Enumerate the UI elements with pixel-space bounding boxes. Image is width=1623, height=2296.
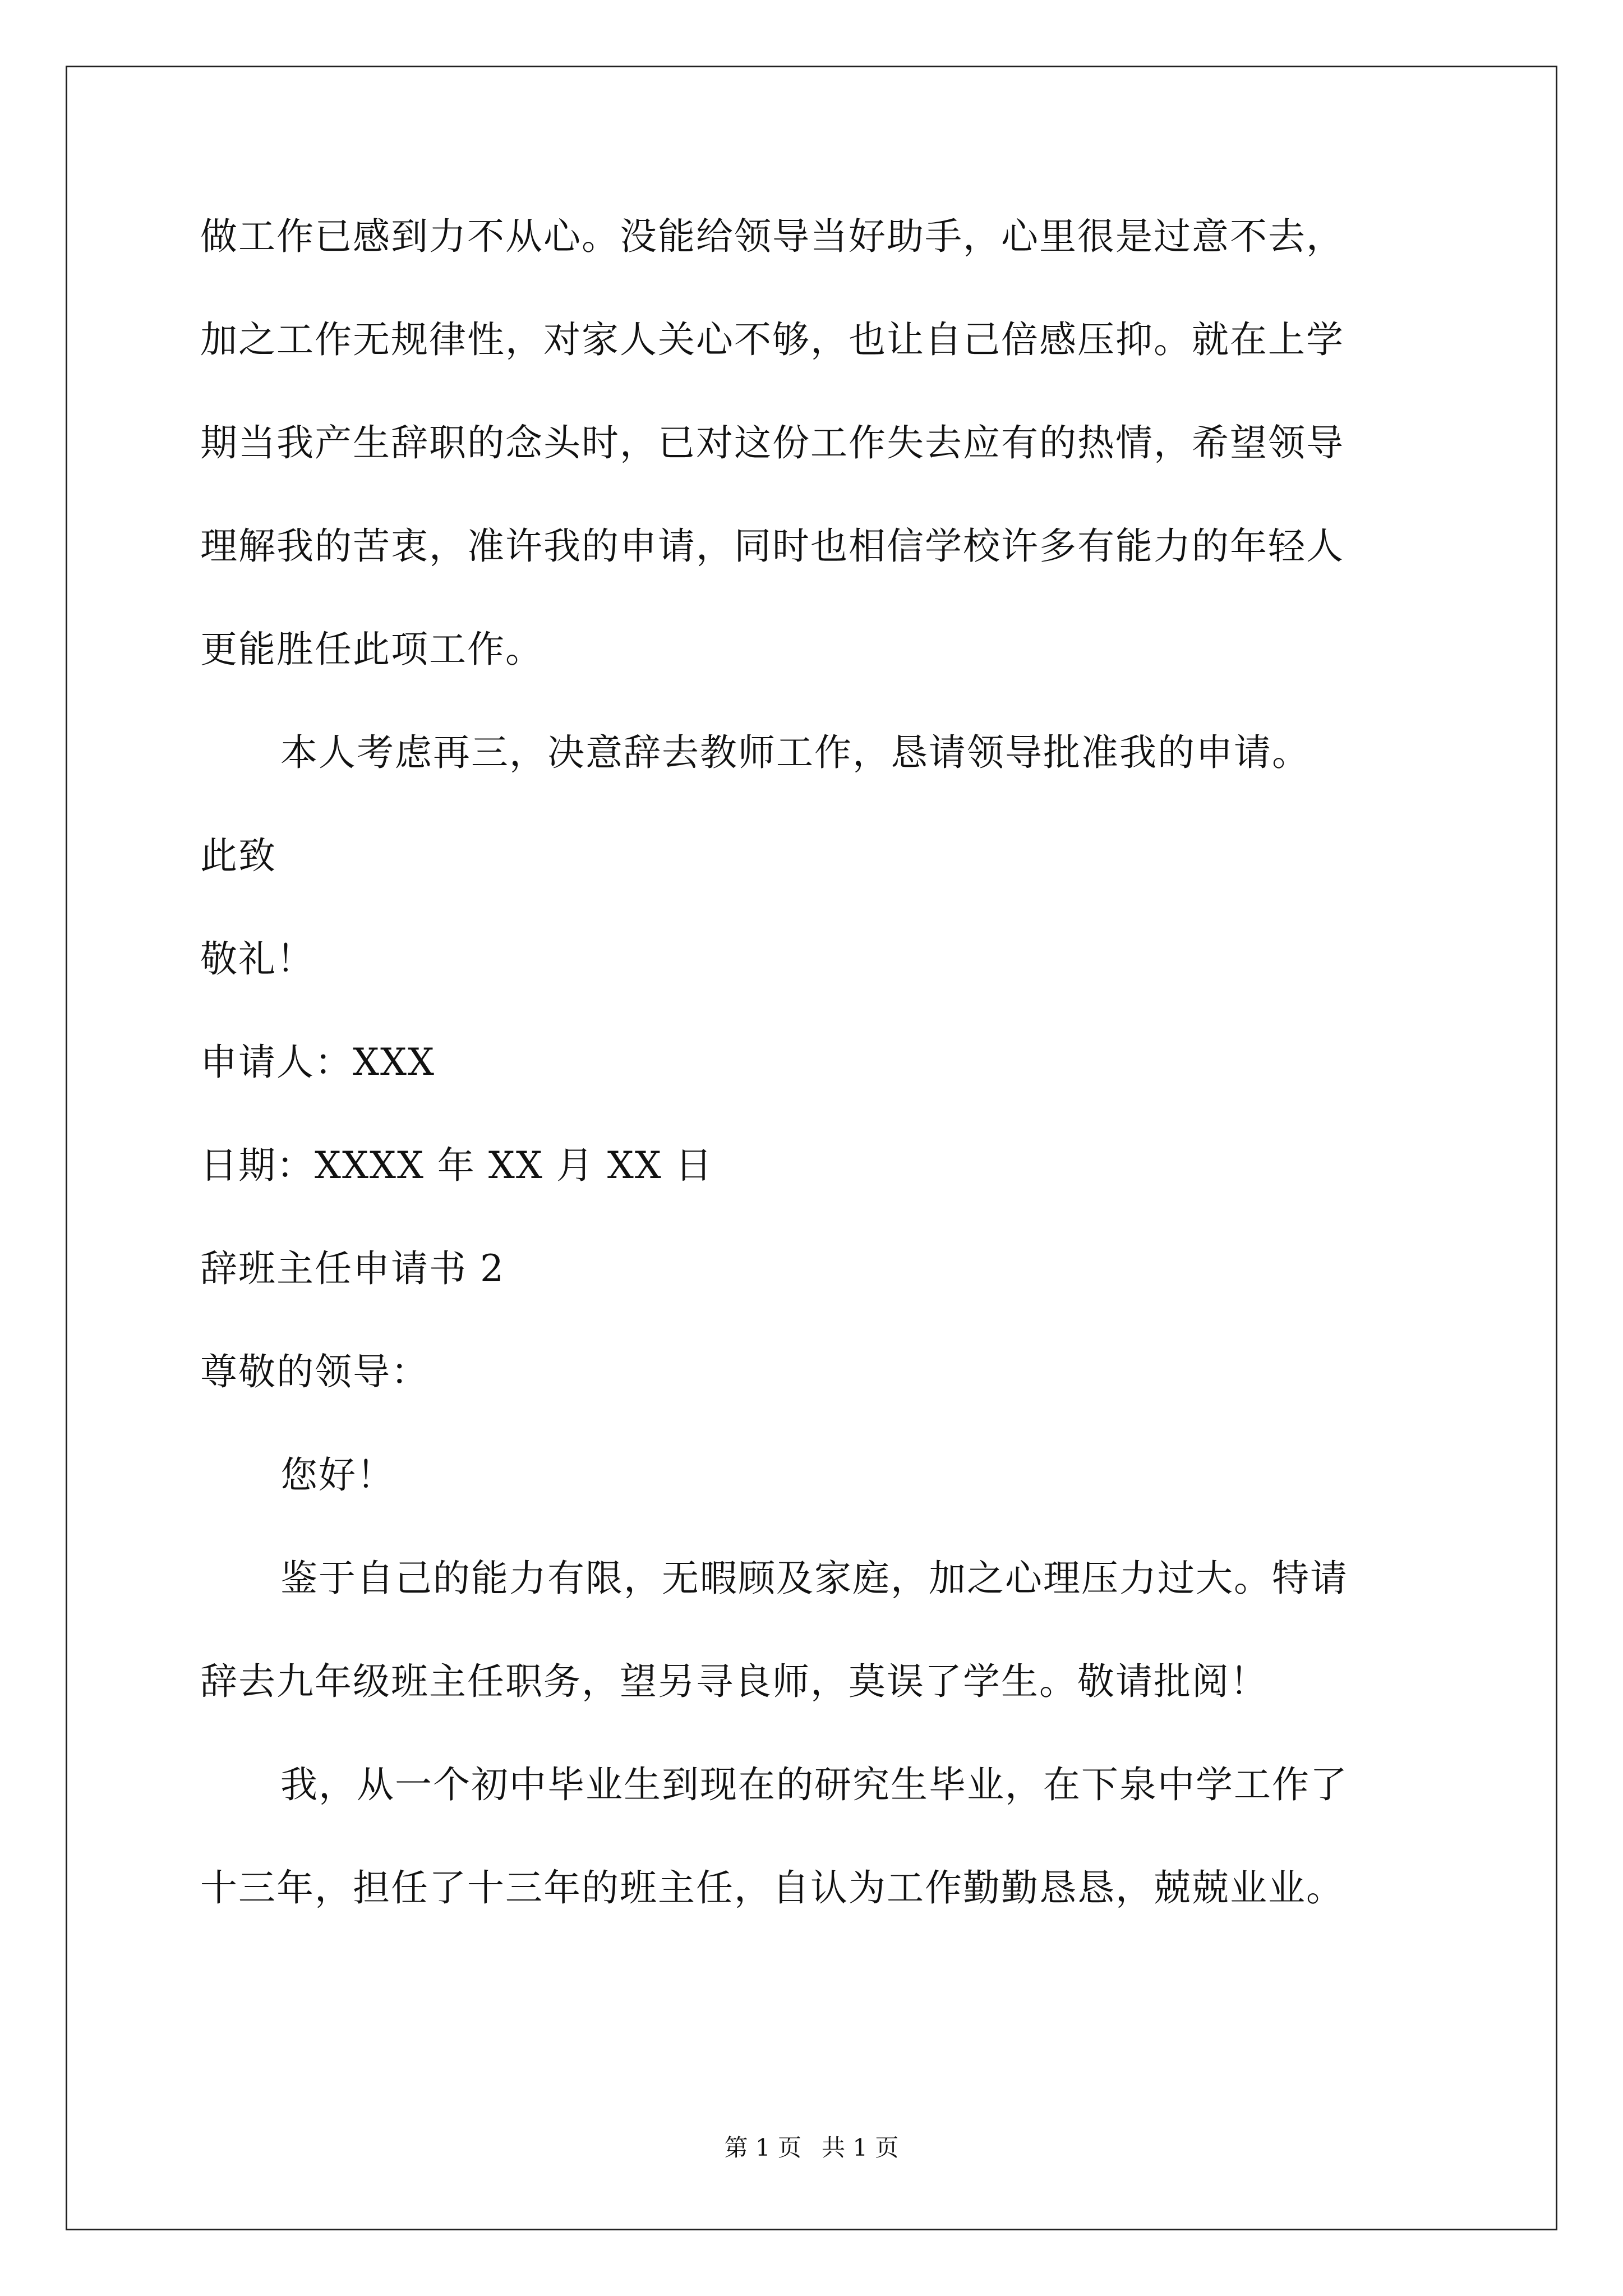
page-total: 共 1 页 bbox=[822, 2134, 899, 2161]
text-line: 加之工作无规律性，对家人关心不够，也让自己倍感压抑。就在上学 bbox=[200, 318, 1344, 361]
text-line: 更能胜任此项工作。 bbox=[200, 628, 543, 671]
text-line: 鉴于自己的能力有限，无暇顾及家庭，加之心理压力过大。特请 bbox=[280, 1557, 1348, 1600]
text-line: 十三年，担任了十三年的班主任，自认为工作勤勤恳恳，兢兢业业。 bbox=[200, 1866, 1344, 1910]
salutation-line: 敬礼！ bbox=[200, 937, 315, 981]
text-line: 做工作已感到力不从心。没能给领导当好助手，心里很是过意不去， bbox=[200, 215, 1344, 258]
page-footer bbox=[0, 2131, 1623, 2165]
text-line: 辞去九年级班主任职务，望另寻良师，莫误了学生。敬请批阅！ bbox=[200, 1660, 1268, 1703]
greeting-line: 尊敬的领导： bbox=[200, 1350, 429, 1393]
page-number: 第 1 页 bbox=[724, 2134, 801, 2161]
text-line: 期当我产生辞职的念头时，已对这份工作失去应有的热情，希望领导 bbox=[200, 421, 1344, 464]
date-line: 日期：XXXX 年 XX 月 XX 日 bbox=[200, 1144, 713, 1187]
document-body bbox=[200, 203, 1434, 1958]
greeting-line: 您好！ bbox=[280, 1453, 395, 1497]
text-line: 我，从一个初中毕业生到现在的研究生毕业，在下泉中学工作了 bbox=[280, 1763, 1348, 1806]
salutation-line: 此致 bbox=[200, 834, 276, 877]
text-line: 本人考虑再三，决意辞去教师工作，恳请领导批准我的申请。 bbox=[280, 731, 1310, 774]
section-title: 辞班主任申请书 2 bbox=[200, 1247, 505, 1290]
text-line: 理解我的苦衷，准许我的申请，同时也相信学校许多有能力的年轻人 bbox=[200, 524, 1344, 568]
applicant-line: 申请人：XXX bbox=[200, 1041, 435, 1084]
